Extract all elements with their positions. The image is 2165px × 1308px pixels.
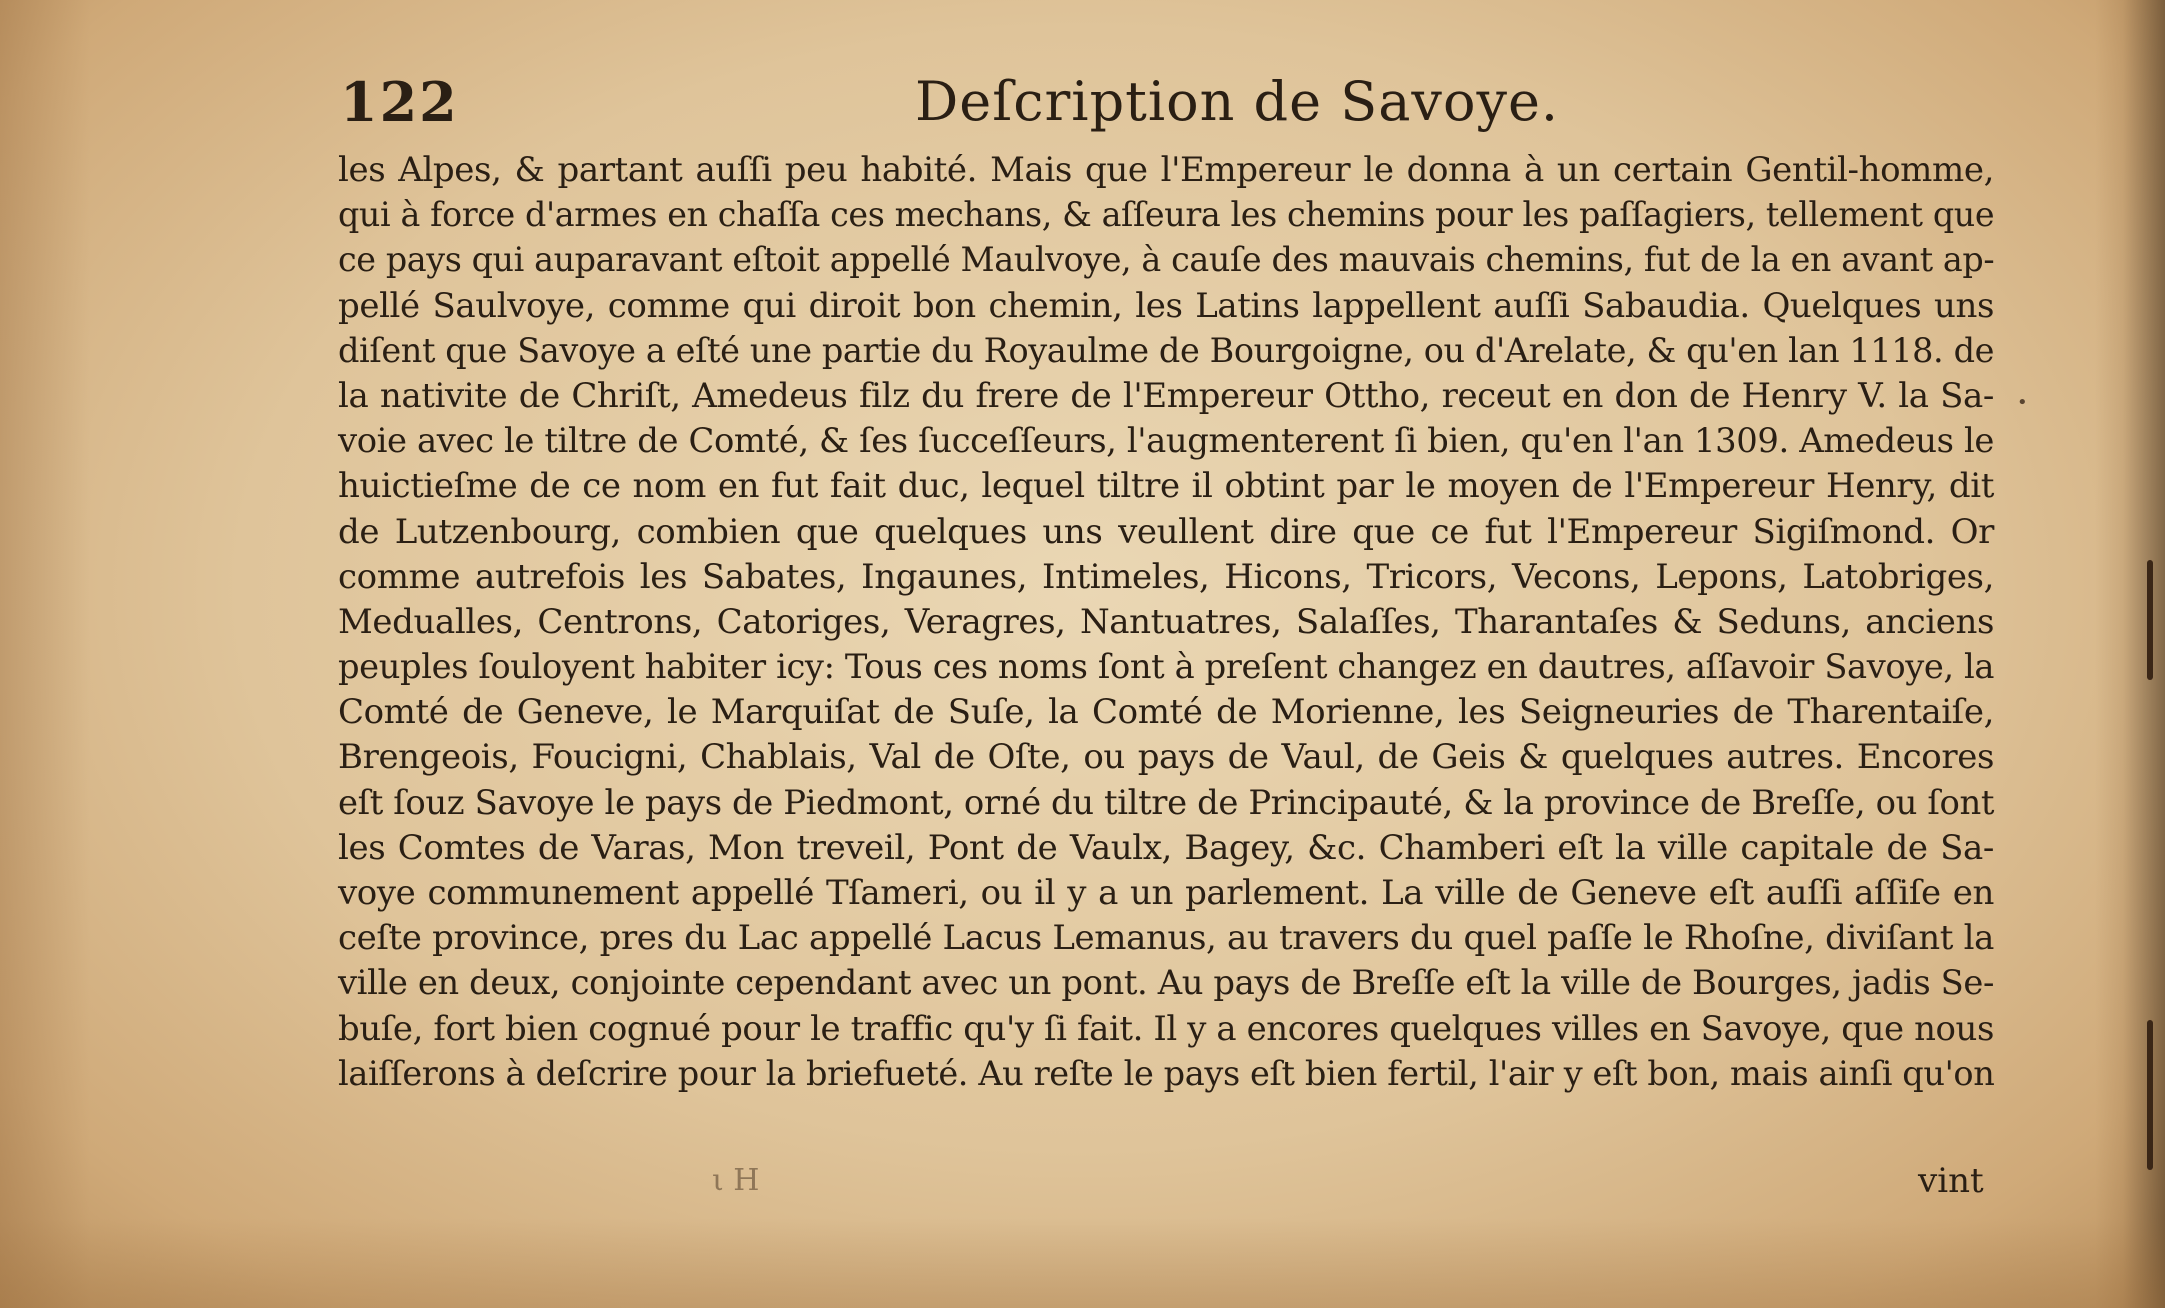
text-line: huictieſme de ce nom en fut fait duc, lequel tiltre il obtint par le moyen de l'Empereur Henry, dit bbox=[338, 466, 1994, 507]
text-line: Brengeois, Foucigni, Chablais, Val de Oſte, ou pays de Vaul, de Geis & quelques autres. Encores bbox=[338, 737, 1994, 778]
body-text bbox=[338, 148, 1994, 1097]
text-line: Medualles, Centrons, Catoriges, Veragres, Nantuatres, Salaſſes, Tharantaſes & Seduns, anciens bbox=[338, 601, 1994, 642]
binding-edge-mark bbox=[2147, 1020, 2153, 1170]
text-line: buſe, fort bien cognué pour le traffic qu'y ſi fait. Il y a encores quelques villes en Savoye, que nous bbox=[338, 1008, 1994, 1049]
running-title: Deſcription de Savoye. bbox=[915, 70, 1560, 133]
text-line: diſent que Savoye a eſté une partie du Royaulme de Bourgoigne, ou d'Arelate, & qu'en lan 1118. de bbox=[338, 330, 1995, 371]
text-line: la nativite de Chriſt, Amedeus filz du frere de l'Empereur Ottho, receut en don de Henry V. la Sa- bbox=[338, 375, 1994, 416]
text-line: ville en deux, conjointe cependant avec un pont. Au pays de Breſſe eſt la ville de Bourges, jadis Se- bbox=[338, 963, 1995, 1004]
margin-star-mark: • bbox=[2017, 392, 2028, 413]
faint-marginal-mark: ι H bbox=[712, 1163, 760, 1198]
text-line: de Lutzenbourg, combien que quelques uns veullent dire que ce fut l'Empereur Sigiſmond. Or bbox=[338, 511, 1994, 552]
binding-edge-mark bbox=[2147, 560, 2153, 680]
text-line: peuples ſouloyent habiter icy: Tous ces noms ſont à preſent changez en dautres, aſſavoir Savoye, la bbox=[338, 647, 1995, 688]
text-line: ce pays qui auparavant eſtoit appellé Maulvoye, à cauſe des mauvais chemins, fut de la en avant ap- bbox=[338, 240, 1995, 281]
text-line: eſt ſouz Savoye le pays de Piedmont, orné du tiltre de Principauté, & la province de Breſſe, ou ſont bbox=[338, 782, 1995, 823]
paper-stain-bottom bbox=[0, 1218, 2165, 1308]
text-line: voye communement appellé Tſameri, ou il y a un parlement. La ville de Geneve eſt auſſi aſſiſe en bbox=[338, 873, 1994, 913]
text-line: comme autrefois les Sabates, Ingaunes, Intimeles, Hicons, Tricors, Vecons, Lepons, Latobriges, bbox=[338, 556, 1994, 597]
page-number: 122 bbox=[340, 70, 459, 134]
text-line: Comté de Geneve, le Marquiſat de Suſe, la Comté de Morienne, les Seigneuries de Tharentaiſe, bbox=[338, 692, 1994, 733]
text-line: qui à force d'armes en chaſſa ces mechans, & aſſeura les chemins pour les paſſagiers, tellement que bbox=[338, 195, 1995, 236]
catchword: vint bbox=[1918, 1161, 1984, 1201]
text-line: ceſte province, pres du Lac appellé Lacus Lemanus, au travers du quel paſſe le Rhoſne, diviſant la bbox=[338, 918, 1994, 959]
paper-stain-right bbox=[2095, 0, 2165, 1308]
text-line: les Comtes de Varas, Mon treveil, Pont de Vaulx, Bagey, &c. Chamberi eſt la ville capitale de Sa- bbox=[338, 827, 1994, 868]
text-line: les Alpes, & partant auſſi peu habité. Mais que l'Empereur le donna à un certain Gentil-homme, bbox=[338, 150, 1994, 190]
page-header bbox=[340, 70, 2000, 140]
text-line: voie avec le tiltre de Comté, & ſes ſucceſſeurs, l'augmenterent ſi bien, qu'en l'an 1309. Amedeus le bbox=[338, 421, 1994, 462]
paper-stain-left bbox=[0, 0, 90, 1308]
text-line: laiſſerons à deſcrire pour la briefueté. Au reſte le pays eſt bien fertil, l'air y eſt bon, mais ainſi qu'on bbox=[338, 1053, 1995, 1094]
text-line: pellé Saulvoye, comme qui diroit bon chemin, les Latins lappellent auſſi Sabaudia. Quelques uns bbox=[338, 285, 1994, 326]
